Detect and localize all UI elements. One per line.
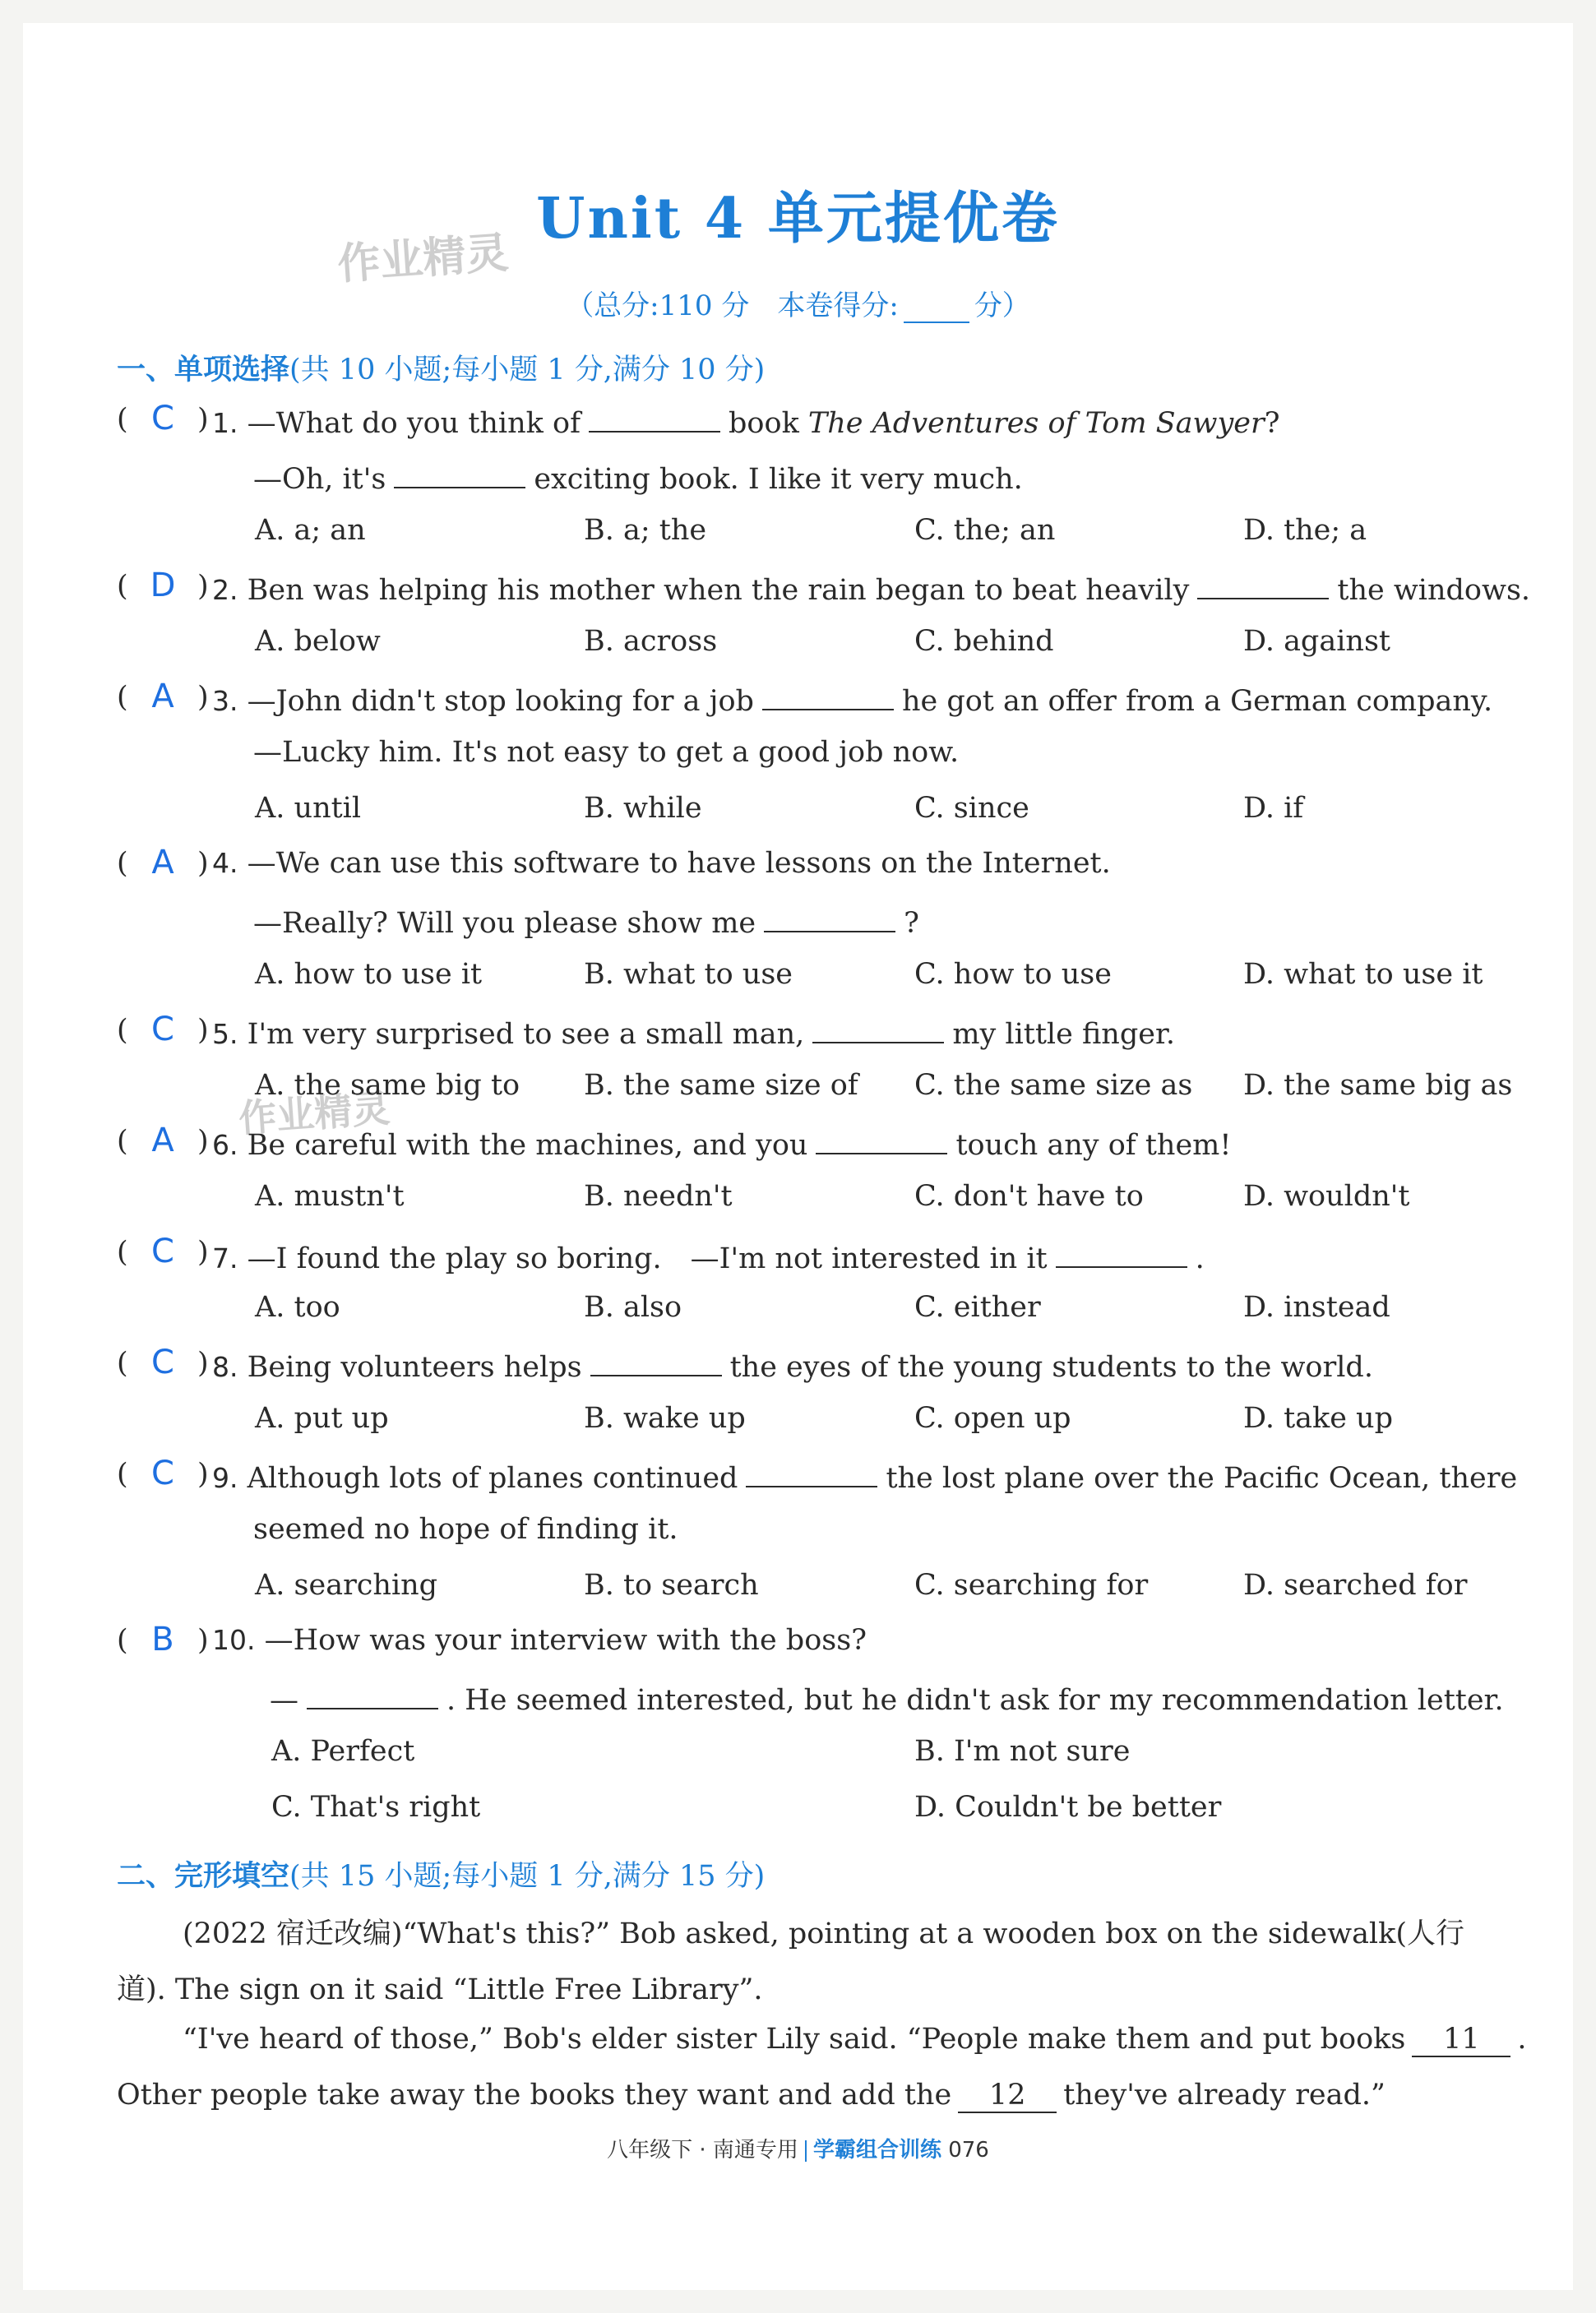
question-2-line-1 bbox=[212, 570, 1530, 607]
option-c[interactable]: C. the same size as bbox=[914, 1069, 1193, 1102]
answer-paren-open: ( bbox=[117, 1457, 128, 1491]
book-title: The Adventures of Tom Sawyer bbox=[807, 407, 1265, 440]
option-b[interactable]: B. what to use bbox=[584, 958, 793, 991]
question-text-after-blank: the eyes of the young students to the world. bbox=[729, 1350, 1373, 1384]
page-footer: 八年级下 · 南通专用 学霸组合训练 076 bbox=[607, 2138, 989, 2163]
question-text-tail: ? bbox=[1264, 407, 1280, 440]
question-8-line-1 bbox=[212, 1347, 1373, 1384]
answer-choice[interactable]: A bbox=[151, 677, 174, 715]
option-d[interactable]: D. searched for bbox=[1243, 1568, 1468, 1602]
question-number: 6. bbox=[212, 1128, 238, 1161]
answer-blank[interactable] bbox=[762, 681, 894, 710]
question-number: 7. bbox=[212, 1242, 238, 1274]
question-text: —Lucky him. It's not easy to get a good job now. bbox=[253, 736, 960, 769]
question-number: 4. bbox=[212, 847, 238, 879]
question-number: 1. bbox=[212, 407, 238, 439]
question-text: —I found the play so boring. —I'm not interested in it bbox=[247, 1242, 1048, 1275]
answer-paren-close: ) bbox=[197, 1235, 209, 1269]
question-3-line-2 bbox=[253, 736, 959, 769]
option-a[interactable]: A. below bbox=[255, 625, 381, 658]
option-d[interactable]: D. if bbox=[1243, 791, 1304, 825]
option-a[interactable]: A. the same big to bbox=[255, 1069, 520, 1102]
question-text: Be careful with the machines, and you bbox=[247, 1128, 808, 1162]
option-a[interactable]: A. how to use it bbox=[255, 958, 483, 991]
question-4-line-1 bbox=[212, 847, 1111, 880]
question-text: — bbox=[270, 1683, 298, 1717]
answer-choice[interactable]: A bbox=[151, 844, 174, 881]
question-10-line-1 bbox=[212, 1624, 867, 1657]
watermark-2: 作业精灵 bbox=[237, 1085, 391, 1141]
question-7-line-1 bbox=[212, 1236, 1205, 1277]
option-d[interactable]: D. instead bbox=[1243, 1291, 1390, 1324]
answer-blank[interactable] bbox=[1197, 570, 1329, 599]
option-a[interactable]: A. mustn't bbox=[255, 1180, 405, 1213]
option-b[interactable]: B. wake up bbox=[584, 1402, 746, 1435]
question-text-after-blank: . He seemed interested, but he didn't ask for my recommendation letter. bbox=[446, 1683, 1504, 1717]
answer-paren-close: ) bbox=[197, 1124, 209, 1158]
option-c[interactable]: C. since bbox=[914, 791, 1029, 825]
option-d[interactable]: D. against bbox=[1243, 625, 1390, 658]
question-text-after-blank: touch any of them! bbox=[955, 1128, 1232, 1162]
option-b[interactable]: B. across bbox=[584, 625, 718, 658]
answer-blank[interactable] bbox=[589, 403, 720, 433]
footer-separator bbox=[805, 2140, 807, 2162]
answer-blank[interactable] bbox=[764, 903, 895, 932]
blank-12[interactable]: 12 bbox=[958, 2079, 1057, 2113]
option-d[interactable]: D. take up bbox=[1243, 1402, 1393, 1435]
option-a[interactable]: A. put up bbox=[255, 1402, 389, 1435]
answer-blank[interactable] bbox=[590, 1347, 722, 1376]
answer-paren-open: ( bbox=[117, 680, 128, 714]
answer-paren-close: ) bbox=[197, 569, 209, 603]
option-c[interactable]: C. either bbox=[914, 1291, 1041, 1324]
answer-paren-close: ) bbox=[197, 1346, 209, 1380]
option-c[interactable]: C. open up bbox=[914, 1402, 1071, 1435]
score-blank[interactable] bbox=[904, 297, 969, 323]
question-5-line-1 bbox=[212, 1014, 1175, 1051]
option-a[interactable]: A. too bbox=[255, 1291, 340, 1324]
option-b[interactable]: B. the same size of bbox=[584, 1069, 858, 1102]
blank-11[interactable]: 11 bbox=[1412, 2023, 1510, 2057]
question-text: —We can use this software to have lessons on the Internet. bbox=[247, 847, 1111, 880]
answer-paren-close: ) bbox=[197, 403, 209, 436]
question-4-line-2 bbox=[253, 903, 919, 940]
option-b[interactable]: B. I'm not sure bbox=[914, 1735, 1131, 1768]
option-b[interactable]: B. to search bbox=[584, 1568, 759, 1602]
option-c[interactable]: C. That's right bbox=[271, 1790, 481, 1824]
question-text-after-blank: my little finger. bbox=[952, 1017, 1175, 1051]
score-line: （总分:110 分 本卷得分: 分） bbox=[566, 289, 1030, 322]
option-b[interactable]: B. needn't bbox=[584, 1180, 733, 1213]
section-2-heading: 二、完形填空(共 15 小题;每小题 1 分,满分 15 分) bbox=[117, 1859, 766, 1893]
answer-blank[interactable] bbox=[746, 1458, 877, 1487]
question-number: 5. bbox=[212, 1017, 238, 1050]
question-text-after-blank: . bbox=[1195, 1242, 1205, 1275]
question-10-line-2 bbox=[270, 1680, 1504, 1717]
option-a[interactable]: A. searching bbox=[255, 1568, 438, 1602]
answer-blank[interactable] bbox=[1056, 1238, 1187, 1268]
option-a[interactable]: A. until bbox=[255, 791, 362, 825]
question-6-line-1 bbox=[212, 1125, 1231, 1162]
question-3-line-1 bbox=[212, 681, 1492, 718]
answer-paren-close: ) bbox=[197, 1457, 209, 1491]
option-c[interactable]: C. behind bbox=[914, 625, 1054, 658]
question-1-line-2 bbox=[253, 459, 1023, 496]
passage-line-3: “I've heard of those,” Bob's elder sister Lily said. “People make them and put books 11 . bbox=[183, 2023, 1527, 2056]
answer-paren-open: ( bbox=[117, 569, 128, 603]
answer-paren-open: ( bbox=[117, 847, 128, 880]
question-text-after-blank: ? bbox=[904, 906, 919, 940]
question-number: 9. bbox=[212, 1461, 238, 1494]
question-text: seemed no hope of finding it. bbox=[253, 1513, 678, 1546]
option-a[interactable]: A. a; an bbox=[255, 514, 366, 547]
option-a[interactable]: A. Perfect bbox=[271, 1735, 415, 1768]
option-b[interactable]: B. also bbox=[584, 1291, 682, 1324]
question-text-after-blank: he got an offer from a German company. bbox=[901, 684, 1493, 718]
option-c[interactable]: C. the; an bbox=[914, 514, 1056, 547]
question-number: 10. bbox=[212, 1624, 256, 1656]
answer-paren-close: ) bbox=[197, 1624, 209, 1657]
option-d[interactable]: D. what to use it bbox=[1243, 958, 1483, 991]
question-text: —Oh, it's bbox=[253, 462, 386, 496]
question-text: —How was your interview with the boss? bbox=[264, 1624, 867, 1657]
answer-paren-open: ( bbox=[117, 403, 128, 436]
question-number: 3. bbox=[212, 684, 238, 717]
question-text-after-blank: book bbox=[729, 407, 808, 440]
section-1-heading: 一、单项选择(共 10 小题;每小题 1 分,满分 10 分) bbox=[117, 353, 766, 386]
answer-paren-open: ( bbox=[117, 1346, 128, 1380]
option-d[interactable]: D. the same big as bbox=[1243, 1069, 1513, 1102]
option-d[interactable]: D. the; a bbox=[1243, 514, 1367, 547]
option-b[interactable]: B. a; the bbox=[584, 514, 707, 547]
answer-blank[interactable] bbox=[812, 1014, 944, 1043]
watermark: 作业精灵 bbox=[335, 228, 511, 290]
answer-choice[interactable]: C bbox=[151, 400, 174, 437]
answer-choice[interactable]: A bbox=[151, 1121, 174, 1159]
answer-choice[interactable]: C bbox=[151, 1454, 174, 1492]
answer-choice[interactable]: C bbox=[151, 1232, 174, 1270]
question-text: —John didn't stop looking for a job bbox=[247, 684, 754, 718]
question-9-line-1 bbox=[212, 1458, 1517, 1495]
answer-blank[interactable] bbox=[307, 1680, 438, 1709]
page-title: Unit 4 单元提优卷 bbox=[536, 186, 1060, 252]
option-c[interactable]: C. don't have to bbox=[914, 1180, 1144, 1213]
answer-choice[interactable]: B bbox=[151, 1621, 174, 1658]
question-1-line-1 bbox=[212, 403, 1279, 440]
option-c[interactable]: C. how to use bbox=[914, 958, 1112, 991]
answer-paren-close: ) bbox=[197, 1013, 209, 1047]
option-b[interactable]: B. while bbox=[584, 791, 702, 825]
question-9-line-2 bbox=[253, 1513, 678, 1546]
passage-line-2: 道). The sign on it said “Little Free Library”. bbox=[117, 1973, 763, 2006]
answer-blank[interactable] bbox=[394, 459, 525, 488]
option-d[interactable]: D. Couldn't be better bbox=[914, 1790, 1222, 1824]
answer-paren-open: ( bbox=[117, 1624, 128, 1657]
question-text: I'm very surprised to see a small man, bbox=[247, 1017, 805, 1051]
question-text: —Really? Will you please show me bbox=[253, 906, 756, 940]
answer-choice[interactable]: C bbox=[151, 1010, 174, 1048]
page-number: 076 bbox=[948, 2138, 989, 2163]
question-number: 2. bbox=[212, 573, 238, 606]
option-d[interactable]: D. wouldn't bbox=[1243, 1180, 1410, 1213]
question-text-after-blank: the lost plane over the Pacific Ocean, there bbox=[886, 1461, 1518, 1495]
answer-paren-close: ) bbox=[197, 680, 209, 714]
question-text: Ben was helping his mother when the rain began to beat heavily bbox=[247, 573, 1190, 607]
answer-paren-open: ( bbox=[117, 1013, 128, 1047]
passage-line-1: (2022 宿迁改编)“What's this?” Bob asked, pointing at a wooden box on the sidewalk(人行 bbox=[183, 1917, 1464, 1950]
question-text: Although lots of planes continued bbox=[247, 1461, 738, 1495]
question-number: 8. bbox=[212, 1350, 238, 1383]
question-text-after-blank: exciting book. I like it very much. bbox=[534, 462, 1023, 496]
answer-choice[interactable]: D bbox=[150, 566, 176, 604]
answer-paren-open: ( bbox=[117, 1124, 128, 1158]
option-c[interactable]: C. searching for bbox=[914, 1568, 1149, 1602]
passage-line-4: Other people take away the books they want and add the 12 they've already read.” bbox=[117, 2079, 1386, 2112]
question-text: Being volunteers helps bbox=[247, 1350, 582, 1384]
question-text-after-blank: the windows. bbox=[1337, 573, 1531, 607]
answer-blank[interactable] bbox=[816, 1125, 947, 1154]
answer-paren-close: ) bbox=[197, 847, 209, 880]
question-text: —What do you think of bbox=[247, 407, 581, 440]
answer-choice[interactable]: C bbox=[151, 1343, 174, 1381]
answer-paren-open: ( bbox=[117, 1235, 128, 1269]
